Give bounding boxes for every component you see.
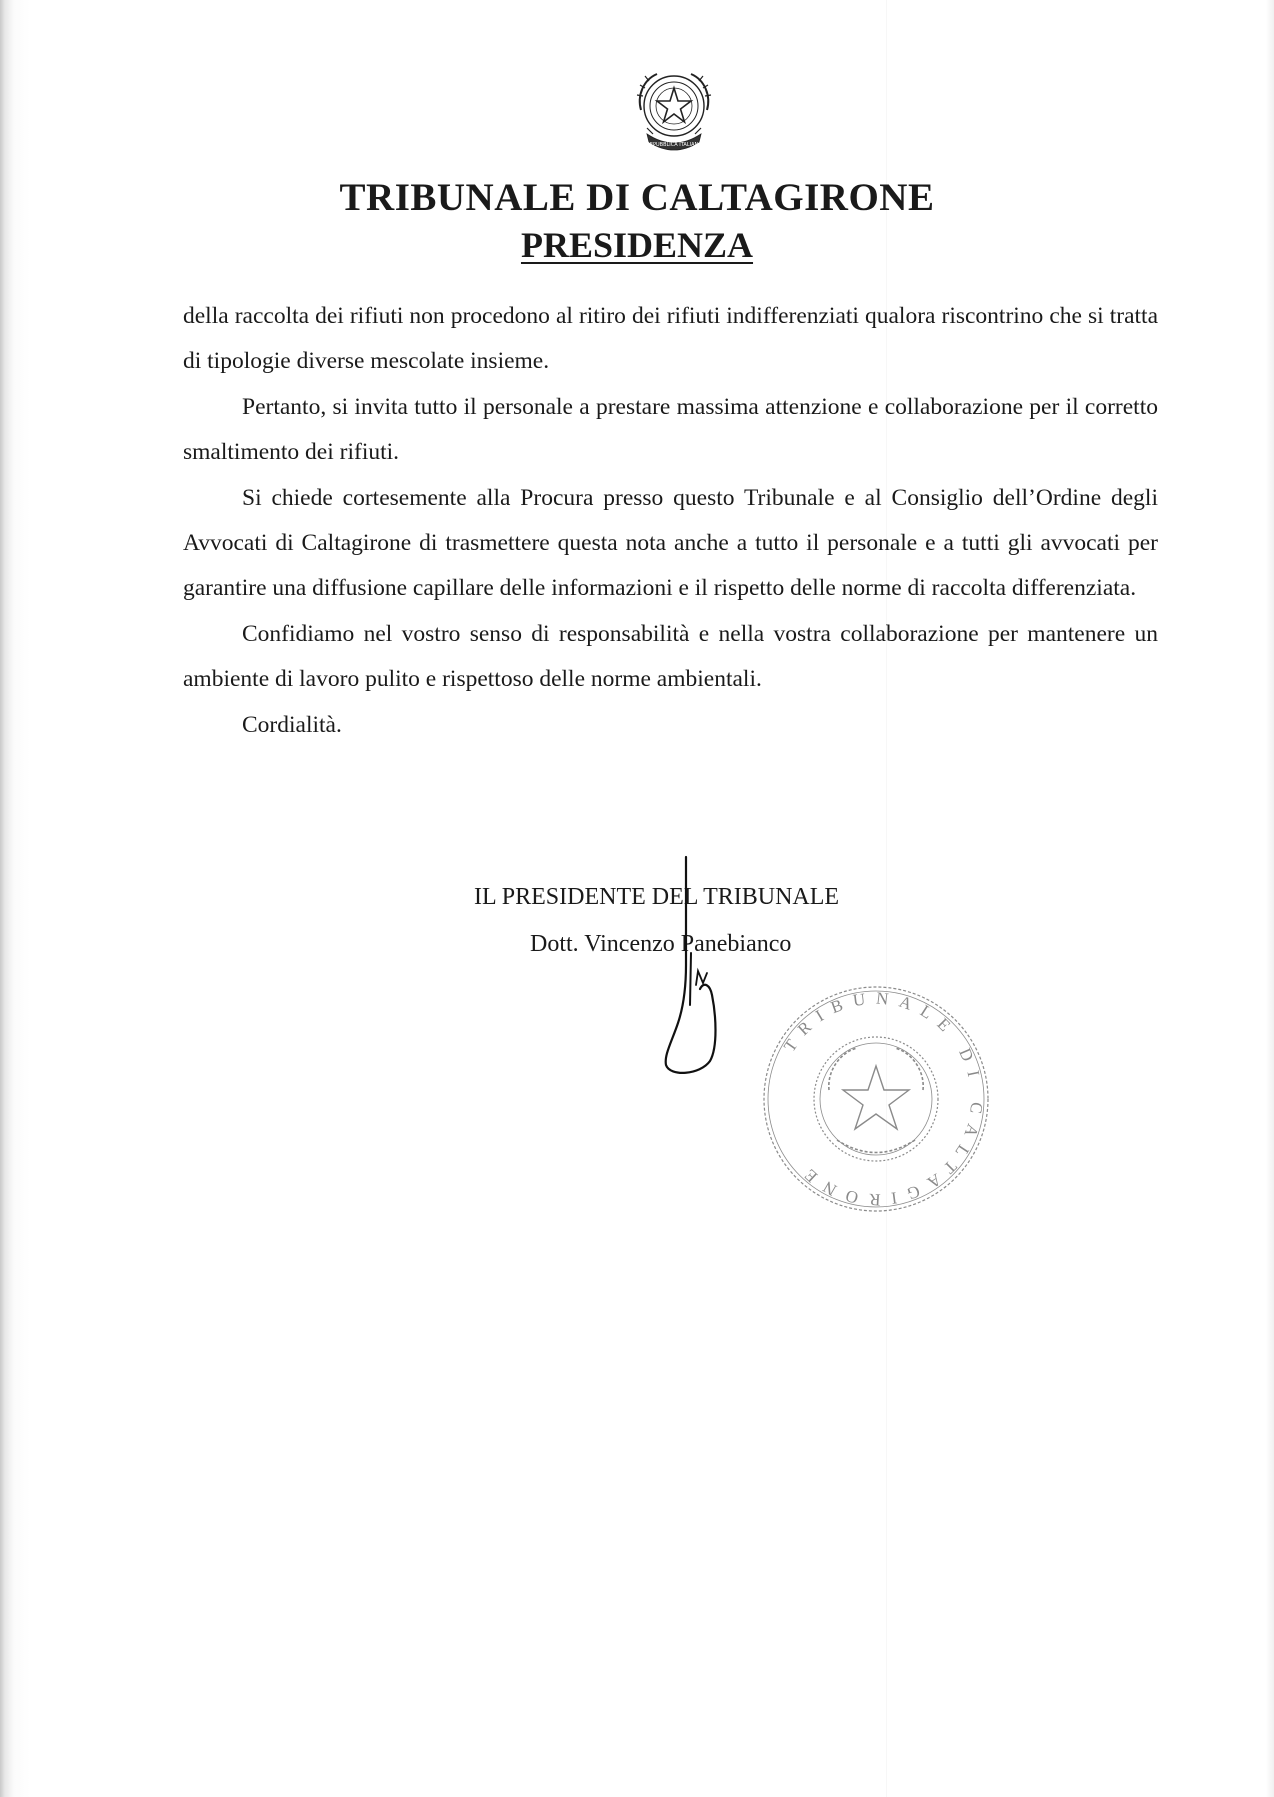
paragraph-invite-staff: Pertanto, si invita tutto il personale a prestare massima attenzione e collaborazione per il corretto smaltimento dei rifiuti. bbox=[183, 393, 1158, 466]
signatory-name: Dott. Vincenzo Panebianco bbox=[530, 931, 792, 957]
emblem-text: REPUBBLICA ITALIANA bbox=[646, 142, 702, 148]
paragraph-request-procura: Si chiede cortesemente alla Procura presso questo Tribunale e al Consiglio dell’Ordine degli Avvocati di Caltagirone di trasmettere questa nota anche a tutto il personale e a tutti gli avvocati per garantire una diffusione capillare delle informazioni e il rispetto delle norme di raccolta differenziata. bbox=[183, 484, 1158, 602]
page-edge bbox=[1266, 0, 1274, 1797]
court-stamp-seal bbox=[757, 980, 995, 1218]
court-name-heading: TRIBUNALE DI CALTAGIRONE bbox=[339, 176, 935, 219]
letter-body bbox=[183, 294, 1158, 748]
paragraph-closing: Cordialità. bbox=[242, 711, 342, 738]
office-heading bbox=[0, 224, 1274, 266]
paragraph-trust: Confidiamo nel vostro senso di responsabilità e nella vostra collaborazione per mantenere un ambiente di lavoro pulito e rispettoso delle norme ambientali. bbox=[183, 620, 1158, 693]
signatory-title: IL PRESIDENTE DEL TRIBUNALE bbox=[474, 884, 840, 910]
italian-republic-emblem-icon bbox=[633, 66, 715, 156]
stamp-text: TRIBUNALE DI CALTAGIRONE bbox=[779, 988, 987, 1210]
handwritten-signature bbox=[640, 855, 740, 1075]
paragraph-continuation: della raccolta dei rifiuti non procedono al ritiro dei rifiuti indifferenziati qualora riscontrino che si tratta di tipologie diverse mescolate insieme. bbox=[183, 303, 1158, 375]
office-heading-text: PRESIDENZA bbox=[520, 225, 754, 265]
scan-line bbox=[886, 0, 887, 1797]
